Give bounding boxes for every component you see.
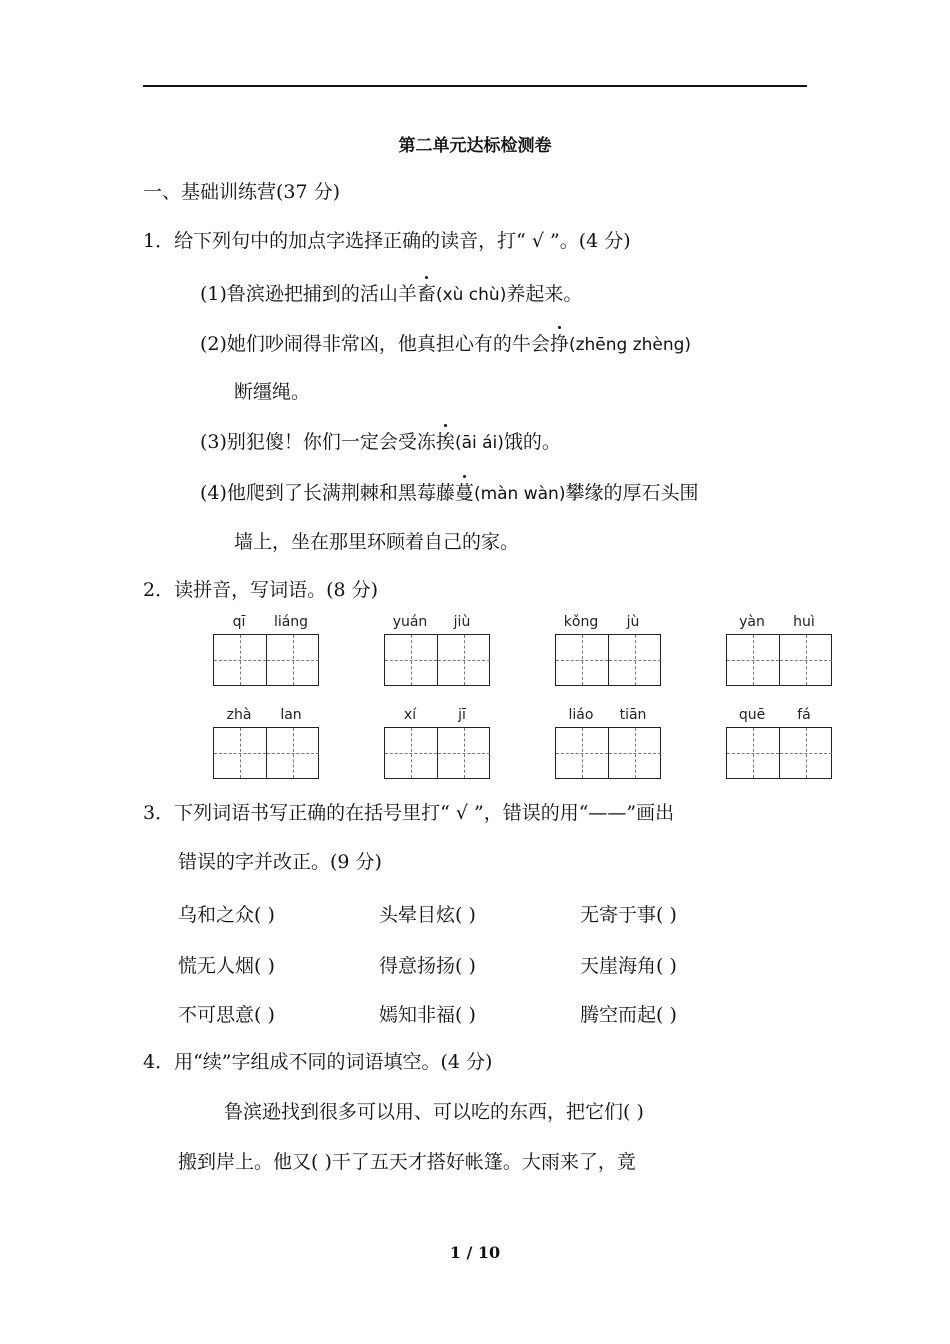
q3-stem-cont: 错误的字并改正。(9 分) xyxy=(178,851,382,873)
emphasis-dot-char: 挨 xyxy=(435,431,455,453)
write-box[interactable] xyxy=(556,635,608,685)
pinyin-label: liáng xyxy=(273,614,309,630)
pinyin-label: quē xyxy=(738,707,766,723)
pinyin-label: qī xyxy=(232,614,246,630)
q1-item-2-cont: 断缰绳。 xyxy=(234,381,311,403)
top-rule xyxy=(143,85,807,87)
write-box[interactable] xyxy=(266,635,319,685)
q3-word-item[interactable]: 得意扬扬( ) xyxy=(379,955,476,977)
write-box[interactable] xyxy=(727,635,779,685)
write-box[interactable] xyxy=(214,728,266,778)
write-box[interactable] xyxy=(437,728,490,778)
pinyin-label: jù xyxy=(626,614,640,630)
write-box[interactable] xyxy=(385,728,437,778)
q3-word-item[interactable]: 天崖海角( ) xyxy=(580,955,677,977)
q4-passage-line-2[interactable]: 搬到岸上。他又( )干了五天才搭好帐篷。大雨来了，竟 xyxy=(178,1151,636,1173)
pinyin-label: zhà xyxy=(226,707,252,723)
pinyin-label: fá xyxy=(797,707,811,723)
pinyin-label: jiù xyxy=(453,614,471,630)
pinyin-label: liáo xyxy=(568,707,594,723)
write-box[interactable] xyxy=(437,635,490,685)
emphasis-dot-char: 畜 xyxy=(416,283,436,305)
q1-stem: 1．给下列句中的加点字选择正确的读音，打“ √ ”。(4 分) xyxy=(143,230,631,252)
pinyin-label: xí xyxy=(403,707,417,723)
q2-stem: 2．读拼音，写词语。(8 分) xyxy=(143,579,379,601)
q1-item-3: (3)别犯傻！你们一定会受冻挨(āi ái)饿的。 xyxy=(200,431,561,453)
q4-passage-line-1[interactable]: 鲁滨逊找到很多可以用、可以吃的东西，把它们( ) xyxy=(224,1101,644,1123)
section-heading: 一、基础训练营(37 分) xyxy=(143,181,341,203)
pinyin-label: kǒng xyxy=(563,614,599,630)
q1-item-4: (4)他爬到了长满荆棘和黑莓藤蔓(màn wàn)攀缘的厚石头围 xyxy=(200,482,699,504)
emphasis-dot-char: 挣 xyxy=(549,333,569,355)
q4-stem: 4．用“续”字组成不同的词语填空。(4 分) xyxy=(143,1051,493,1073)
pinyin-label: lan xyxy=(280,707,302,723)
pinyin-label: yàn xyxy=(739,614,765,630)
write-box[interactable] xyxy=(779,635,832,685)
page-number: 1 / 10 xyxy=(449,1243,501,1262)
write-box[interactable] xyxy=(556,728,608,778)
q3-word-item[interactable]: 慌无人烟( ) xyxy=(178,955,275,977)
pinyin-label: jī xyxy=(458,707,466,723)
q3-stem: 3．下列词语书写正确的在括号里打“ √ ”，错误的用“——”画出 xyxy=(143,802,675,824)
pinyin-label: huì xyxy=(793,614,815,630)
pinyin-label: tiān xyxy=(619,707,647,723)
emphasis-dot-char: 蔓 xyxy=(454,482,474,504)
write-box[interactable] xyxy=(727,728,779,778)
q1-item-2: (2)她们吵闹得非常凶，他真担心有的牛会挣(zhēng zhèng) xyxy=(200,333,692,355)
write-box[interactable] xyxy=(608,728,661,778)
write-box[interactable] xyxy=(385,635,437,685)
q1-item-1: (1)鲁滨逊把捕到的活山羊畜(xù chù)养起来。 xyxy=(200,283,583,305)
q3-word-item[interactable]: 无寄于事( ) xyxy=(580,904,677,926)
q1-item-4-cont: 墙上，坐在那里环顾着自己的家。 xyxy=(234,531,520,553)
write-box[interactable] xyxy=(266,728,319,778)
page-title: 第二单元达标检测卷 xyxy=(398,136,552,156)
pinyin-label: yuán xyxy=(392,614,428,630)
write-box[interactable] xyxy=(779,728,832,778)
q3-word-item[interactable]: 乌和之众( ) xyxy=(178,904,275,926)
write-box[interactable] xyxy=(608,635,661,685)
q3-word-item[interactable]: 头晕目炫( ) xyxy=(379,904,476,926)
q3-word-item[interactable]: 腾空而起( ) xyxy=(580,1004,677,1026)
write-box[interactable] xyxy=(214,635,266,685)
q3-word-item[interactable]: 不可思意( ) xyxy=(178,1004,275,1026)
q3-word-item[interactable]: 嫣知非福( ) xyxy=(379,1004,476,1026)
